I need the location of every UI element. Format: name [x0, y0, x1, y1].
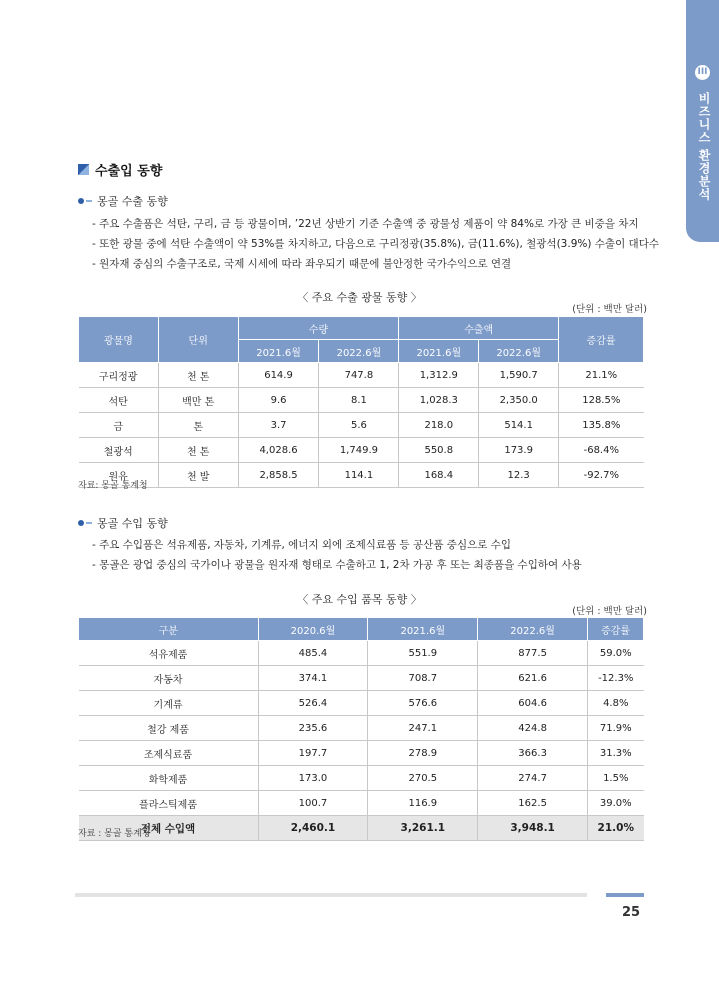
cell-2022: 604.6	[478, 691, 588, 716]
table-row	[79, 766, 644, 791]
header-category: 구분	[79, 618, 259, 641]
cell-q2021: 614.9	[238, 363, 319, 388]
cell-q2022: 8.1	[319, 388, 399, 413]
cell-2022: 621.6	[478, 666, 588, 691]
table-row	[79, 741, 644, 766]
cell-change: 21.1%	[559, 363, 644, 388]
cell-2020: 374.1	[258, 666, 368, 691]
cell-a2022: 12.3	[479, 463, 559, 488]
section-square-icon	[78, 164, 89, 175]
table-row	[79, 463, 644, 488]
section-title-text: 수출입 동향	[95, 164, 163, 179]
bullet-dot-icon	[78, 198, 84, 204]
cell-q2021: 3.7	[238, 413, 319, 438]
table-row	[79, 413, 644, 438]
header-quantity: 수량	[238, 317, 399, 340]
table-row	[79, 363, 644, 388]
cell-change: 4.8%	[588, 691, 644, 716]
import-table	[78, 617, 644, 841]
import-subtitle-text: 몽골 수입 동향	[97, 517, 168, 530]
cell-2022: 274.7	[478, 766, 588, 791]
table-row	[79, 791, 644, 816]
header-2020: 2020.6월	[258, 618, 368, 641]
table-row	[79, 666, 644, 691]
chapter-title: 비즈니스 환경분석	[697, 92, 711, 202]
cell-change: 39.0%	[588, 791, 644, 816]
header-unit: 단위	[158, 317, 238, 363]
cell-2022: 162.5	[478, 791, 588, 816]
cell-name: 자동차	[79, 666, 259, 691]
cell-change: 1.5%	[588, 766, 644, 791]
header-2022: 2022.6월	[478, 618, 588, 641]
total-2022: 3,948.1	[478, 816, 588, 841]
header-a2022: 2022.6월	[479, 340, 559, 363]
section-title	[78, 160, 162, 179]
cell-name: 화학제품	[79, 766, 259, 791]
chapter-number-badge: III	[695, 65, 710, 80]
total-change: 21.0%	[588, 816, 644, 841]
cell-name: 조제식료품	[79, 741, 259, 766]
cell-name: 석유제품	[79, 641, 259, 666]
cell-2020: 100.7	[258, 791, 368, 816]
header-mineral: 광물명	[79, 317, 159, 363]
cell-name: 석탄	[79, 388, 159, 413]
table-row	[79, 691, 644, 716]
total-2020: 2,460.1	[258, 816, 368, 841]
cell-change: 128.5%	[559, 388, 644, 413]
cell-2021: 270.5	[368, 766, 478, 791]
cell-unit: 톤	[158, 413, 238, 438]
table-row	[79, 641, 644, 666]
cell-name: 금	[79, 413, 159, 438]
cell-name: 구리정광	[79, 363, 159, 388]
cell-q2021: 2,858.5	[238, 463, 319, 488]
import-table-title: 〈 주요 수입 품목 동향 〉	[297, 593, 422, 606]
cell-a2021: 550.8	[399, 438, 479, 463]
cell-q2022: 1,749.9	[319, 438, 399, 463]
table-row	[79, 388, 644, 413]
footer-divider	[75, 893, 587, 897]
cell-a2022: 2,350.0	[479, 388, 559, 413]
import-bullet-2: - 몽골은 광업 중심의 국가이나 광물을 원자재 형태로 수출하고 1, 2차 가공 후 또는 최종품을 수입하여 사용	[92, 559, 582, 571]
header-q2022: 2022.6월	[319, 340, 399, 363]
cell-q2021: 4,028.6	[238, 438, 319, 463]
cell-q2022: 747.8	[319, 363, 399, 388]
cell-2022: 366.3	[478, 741, 588, 766]
cell-2021: 551.9	[368, 641, 478, 666]
cell-2020: 197.7	[258, 741, 368, 766]
cell-name: 플라스틱제품	[79, 791, 259, 816]
cell-2020: 235.6	[258, 716, 368, 741]
header-2021: 2021.6월	[368, 618, 478, 641]
cell-2021: 116.9	[368, 791, 478, 816]
import-table-unit: (단위 : 백만 달러)	[572, 606, 647, 617]
cell-2020: 485.4	[258, 641, 368, 666]
export-table-unit: (단위 : 백만 달러)	[572, 304, 647, 315]
import-bullet-1: - 주요 수입품은 석유제품, 자동차, 기계류, 에너지 외에 조제식료품 등 공산품 중심으로 수입	[92, 539, 512, 551]
total-row	[79, 816, 644, 841]
cell-q2022: 114.1	[319, 463, 399, 488]
cell-change: -12.3%	[588, 666, 644, 691]
cell-a2021: 168.4	[399, 463, 479, 488]
cell-a2021: 218.0	[399, 413, 479, 438]
export-table-title: 〈 주요 수출 광물 동향 〉	[297, 291, 422, 304]
cell-a2022: 1,590.7	[479, 363, 559, 388]
bullet-dot-icon	[78, 520, 84, 526]
cell-unit: 천 발	[158, 463, 238, 488]
cell-change: 135.8%	[559, 413, 644, 438]
bullet-line-icon	[86, 200, 92, 202]
table-row	[79, 716, 644, 741]
cell-2021: 278.9	[368, 741, 478, 766]
table-row	[79, 438, 644, 463]
header-change: 증감률	[588, 618, 644, 641]
cell-a2021: 1,028.3	[399, 388, 479, 413]
cell-change: -68.4%	[559, 438, 644, 463]
footer-accent-bar	[606, 893, 644, 897]
cell-unit: 백만 톤	[158, 388, 238, 413]
header-q2021: 2021.6월	[238, 340, 319, 363]
cell-q2021: 9.6	[238, 388, 319, 413]
cell-change: 71.9%	[588, 716, 644, 741]
import-subtitle	[78, 515, 168, 531]
cell-a2022: 514.1	[479, 413, 559, 438]
cell-unit: 천 톤	[158, 363, 238, 388]
export-table	[78, 316, 644, 488]
cell-a2022: 173.9	[479, 438, 559, 463]
cell-change: 31.3%	[588, 741, 644, 766]
export-subtitle-text: 몽골 수출 동향	[97, 195, 168, 208]
cell-2020: 526.4	[258, 691, 368, 716]
cell-2021: 708.7	[368, 666, 478, 691]
cell-change: -92.7%	[559, 463, 644, 488]
import-source: 자료 : 몽골 통계청	[78, 829, 151, 839]
cell-2022: 424.8	[478, 716, 588, 741]
export-bullet-1: - 주요 수출품은 석탄, 구리, 금 등 광물이며, ’22년 상반기 기준 수출액 중 광물성 제품이 약 84%로 가장 큰 비중을 차지	[92, 218, 639, 230]
export-bullet-3: - 원자재 중심의 수출구조로, 국제 시세에 따라 좌우되기 때문에 불안정한 국가수익으로 연결	[92, 258, 512, 270]
cell-unit: 천 톤	[158, 438, 238, 463]
cell-a2021: 1,312.9	[399, 363, 479, 388]
cell-2020: 173.0	[258, 766, 368, 791]
cell-name: 원유	[79, 463, 159, 488]
cell-name: 철광석	[79, 438, 159, 463]
page-number: 25	[622, 905, 641, 920]
export-source: 자료: 몽골 통계청	[78, 481, 148, 491]
export-subtitle	[78, 193, 168, 209]
total-2021: 3,261.1	[368, 816, 478, 841]
header-amount: 수출액	[399, 317, 559, 340]
total-name: 전체 수입액	[79, 816, 259, 841]
cell-q2022: 5.6	[319, 413, 399, 438]
bullet-line-icon	[86, 522, 92, 524]
cell-name: 기계류	[79, 691, 259, 716]
export-bullet-2: - 또한 광물 중에 석탄 수출액이 약 53%를 차지하고, 다음으로 구리정광(35.8%), 금(11.6%), 철광석(3.9%) 수출이 대다수	[92, 238, 659, 250]
cell-name: 철강 제품	[79, 716, 259, 741]
header-a2021: 2021.6월	[399, 340, 479, 363]
cell-2021: 576.6	[368, 691, 478, 716]
cell-2021: 247.1	[368, 716, 478, 741]
cell-2022: 877.5	[478, 641, 588, 666]
cell-change: 59.0%	[588, 641, 644, 666]
header-change: 증감률	[559, 317, 644, 363]
